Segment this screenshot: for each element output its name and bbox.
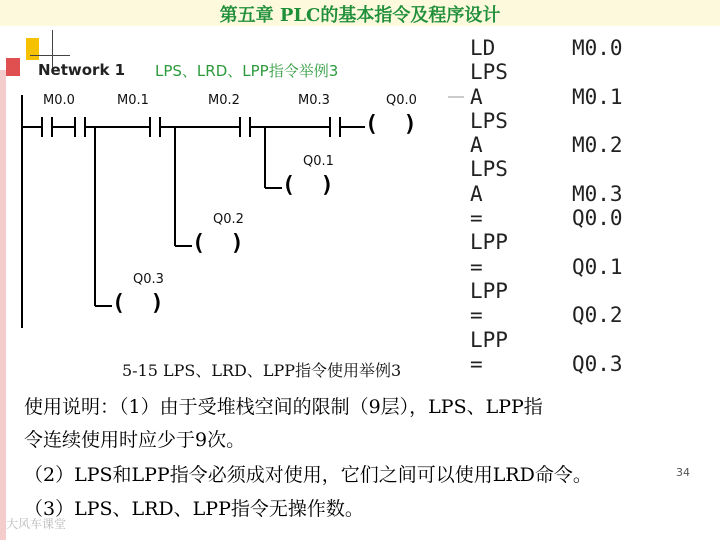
coil-q0-2: ( ) (192, 231, 250, 256)
stl-op: A (470, 133, 483, 158)
note-line-1: 使用说明：（1）由于受堆栈空间的限制（9层），LPS、LPP指 (24, 396, 543, 418)
contact-m0-1 (75, 117, 85, 137)
stl-arg: M0.3 (572, 181, 623, 206)
page-title: 第五章 PLC的基本指令及程序设计 (219, 5, 501, 26)
stl-arg: Q0.1 (572, 254, 623, 279)
coil-q0-0: ( ) (365, 112, 423, 137)
coil-q0-1: ( ) (282, 173, 340, 198)
diagram-subtitle: LPS、LRD、LPP指令举例3 (155, 62, 339, 80)
coil-label: Q0.1 (303, 154, 334, 169)
figure-caption: 5-15 LPS、LRD、LPP指令使用举例3 (122, 361, 402, 380)
contact-m0-3 (240, 117, 250, 137)
stl-op: = (470, 303, 483, 328)
page-number: 34 (676, 466, 690, 479)
stl-arg: Q0.0 (572, 206, 623, 231)
stl-arg: M0.2 (572, 133, 623, 158)
contact-label: M0.1 (117, 93, 149, 108)
coil-q0-3: ( ) (112, 291, 170, 316)
stl-op: LPP (470, 230, 508, 255)
stl-op: LPS (470, 60, 508, 85)
watermark: 大风车课堂 (6, 517, 67, 531)
stl-arg: M0.1 (572, 84, 623, 109)
contact-label: M0.0 (43, 93, 75, 108)
stl-op: = (470, 206, 483, 231)
stl-op: A (470, 181, 483, 206)
contact-after-m0-3 (330, 117, 340, 137)
stl-op: LD (470, 36, 496, 60)
stl-arg: Q0.2 (572, 303, 623, 328)
contact-label: M0.2 (208, 93, 240, 108)
stl-op: LPP (470, 327, 508, 352)
contact-m0-2 (150, 117, 160, 137)
stl-op: = (470, 351, 483, 376)
note-line-2: 令连续使用时应少于9次。 (24, 429, 246, 451)
coil-label: Q0.0 (386, 93, 417, 108)
network-label: Network 1 (38, 61, 126, 79)
contact-label: M0.3 (298, 93, 330, 108)
stl-op: LPS (470, 108, 508, 133)
stl-arg: M0.0 (572, 36, 623, 60)
stl-op: LPS (470, 157, 508, 182)
stl-op: A (470, 84, 483, 109)
stl-op: = (470, 254, 483, 279)
note-line-3: （2）LPS和LPP指令必须成对使用，它们之间可以使用LRD命令。 (24, 464, 592, 486)
coil-label: Q0.3 (133, 272, 164, 287)
stl-arg: Q0.3 (572, 351, 623, 376)
stl-op: LPP (470, 278, 508, 303)
note-line-4: （3）LPS、LRD、LPP指令无操作数。 (24, 498, 364, 520)
coil-label: Q0.2 (213, 212, 244, 227)
contact-m0-0 (42, 117, 52, 137)
